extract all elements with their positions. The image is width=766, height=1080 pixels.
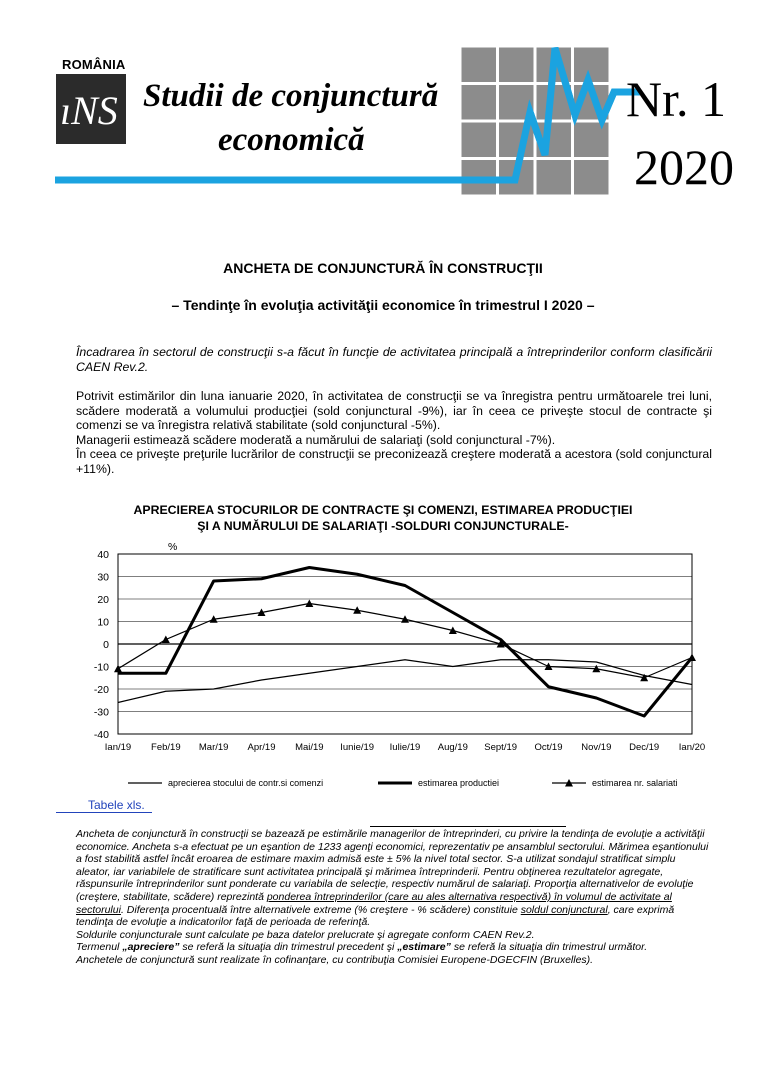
- x-tick-label: Mai/19: [295, 742, 324, 753]
- x-tick-label: Ian/20: [678, 742, 706, 753]
- x-tick-label: Apr/19: [247, 742, 276, 753]
- data-point-marker: [162, 636, 170, 644]
- line-chart: [70, 536, 710, 798]
- x-tick-label: Iunie/19: [340, 742, 375, 753]
- x-tick-label: Sept/19: [484, 742, 518, 753]
- intro-paragraph: Încadrarea în sectorul de construcţii s-a făcut în funcţie de activitatea principală a întreprinderilor conform clasificării CAEN Rev.2.: [76, 345, 712, 374]
- data-point-marker: [114, 665, 122, 673]
- note-caen: Soldurile conjuncturale sunt calculate pe baza datelor prelucrate şi agregate conform CAEN Rev.2.: [76, 928, 535, 941]
- note-cofinancing: Anchetele de conjunctură sunt realizate în cofinanţare, cu contribuţia Comisiei Europene-DGECFIN (Bruxelles).: [76, 953, 594, 966]
- legend-label: estimarea productiei: [418, 778, 500, 788]
- y-tick-label: -40: [93, 729, 109, 741]
- tables-xls-link[interactable]: Tabele xls.: [88, 798, 145, 812]
- ins-logo: [56, 74, 126, 144]
- publication-title-line2: economică: [218, 122, 365, 158]
- y-tick-label: -20: [93, 684, 109, 696]
- y-tick-label: -10: [93, 661, 109, 674]
- y-tick-label: 30: [97, 571, 109, 584]
- document-title: ANCHETA DE CONJUNCTURĂ ÎN CONSTRUCŢII: [223, 260, 543, 276]
- y-tick-label: 20: [97, 594, 109, 606]
- series-line-thin: [118, 660, 692, 703]
- x-tick-label: Nov/19: [581, 742, 612, 753]
- x-tick-label: Feb/19: [151, 742, 181, 753]
- note-methodology: Ancheta de conjunctură în construcţii se bazează pe estimările managerilor de întreprinderi, cu privire la tendinţa de evoluţie a activităţii economice. Ancheta s-a efectuat pe un eşantion de 1233 agenţi economici, reprezentativ pe ansamblul sectorului. Mărimea eşantionului a fost stabilită astfel încât eroarea de estimare maxim admisă este ± 5% la nivel total sector. S-a utilizat sondajul stratificat simplu aleator, iar variabilele de stratificare sunt activitatea principală şi mărimea întreprinderii. Pentru obţinerea rezultatelor agregate, răspunsurile întreprinderilor sunt ponderate cu variabila de selecţie, respectiv numărul de salariaţi. Proporţia alternativelor de evoluţie (creştere, stabilitate, scădere) reprezintă ponderea întreprinderilor (care au ales alternativa respectivă) în volumul de activitate al sectorului. Diferenţa procentuală între alternativele extreme (% creştere - % scădere) constituie soldul conjunctural, care exprimă tendinţa de evoluţie a indicatorilor faţă de perioada de referinţă.: [76, 828, 709, 929]
- svg-text:ıNS: ıNS: [60, 88, 118, 133]
- y-tick-label: -30: [93, 706, 109, 719]
- paragraph-production: Potrivit estimărilor din luna ianuarie 2020, în activitatea de construcţii se va înregistra pentru următoarele trei luni, scădere moderată a volumului producţiei (sold conjunctural -9%), iar în ceea ce priveşte stocul de contracte şi comenzi se va înregistra relativă stabilitate (sold conjunctural -5%).: [76, 389, 712, 433]
- methodology-notes: [76, 828, 712, 967]
- x-tick-label: Oct/19: [534, 742, 563, 753]
- legend-label: aprecierea stocului de contr.si comenzi: [168, 778, 324, 788]
- x-tick-label: Dec/19: [629, 742, 660, 753]
- x-tick-label: Iulie/19: [389, 742, 421, 753]
- x-tick-label: Mar/19: [198, 742, 229, 753]
- issue-year: 2020: [634, 139, 734, 195]
- data-point-marker: [688, 654, 696, 662]
- paragraph-prices: În ceea ce priveşte preţurile lucrărilor de construcţii se preconizează creştere moderată a acestora (sold conjunctural +11%).: [76, 447, 712, 476]
- data-point-marker: [305, 600, 313, 608]
- y-axis-unit: %: [168, 541, 178, 553]
- publication-title-line1: Studii de conjunctură: [143, 78, 439, 114]
- link-underline: [56, 812, 152, 813]
- note-terms: Termenul „apreciere” se referă la situaţia din trimestrul precedent şi „estimare” se referă la situaţia din trimestrul următor.: [76, 941, 648, 954]
- chart-title-line1: APRECIEREA STOCURILOR DE CONTRACTE ŞI COMENZI, ESTIMAREA PRODUCŢIEI: [133, 503, 633, 517]
- series-line-thick: [118, 568, 692, 717]
- y-tick-label: 0: [103, 639, 109, 651]
- x-tick-label: Aug/19: [437, 742, 468, 753]
- document-subtitle: – Tendinţe în evoluţia activităţii economice în trimestrul I 2020 –: [171, 297, 595, 313]
- paragraph-employees: Managerii estimează scădere moderată a numărului de salariaţi (sold conjunctural -7%).: [76, 433, 556, 447]
- x-tick-label: Ian/19: [104, 742, 132, 753]
- issue-number: Nr. 1: [626, 71, 726, 127]
- chart-title-line2: ŞI A NUMĂRULUI DE SALARIAŢI -SOLDURI CONJUNCTURALE-: [197, 519, 569, 533]
- notes-separator: [370, 826, 566, 827]
- country-label: ROMÂNIA: [62, 57, 126, 72]
- legend-label: estimarea nr. salariati: [592, 778, 678, 788]
- y-tick-label: 40: [97, 549, 109, 561]
- y-tick-label: 10: [97, 616, 109, 629]
